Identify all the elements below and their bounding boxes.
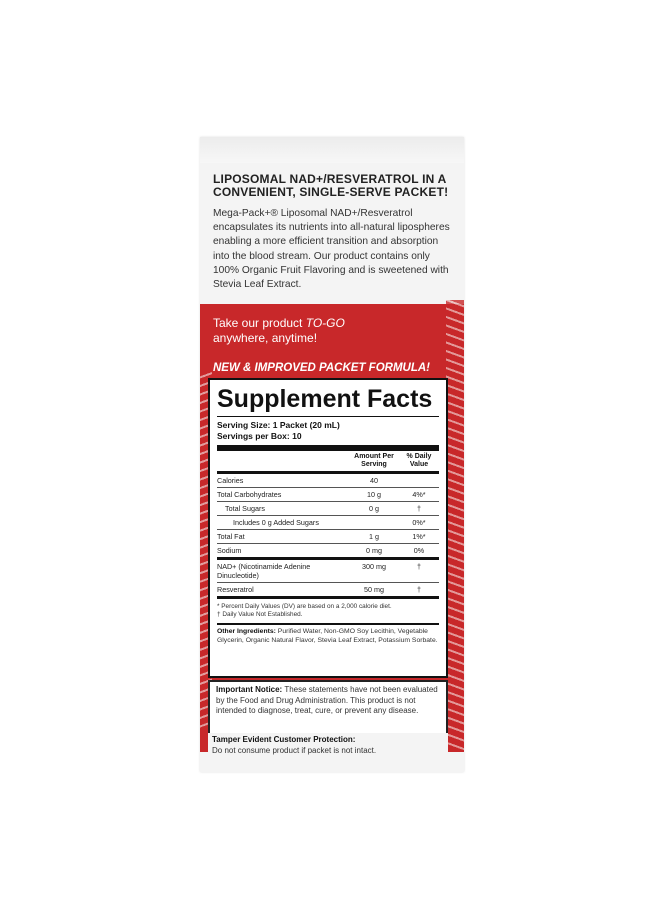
nutrient-amount: 10 g [367,490,381,499]
nutrient-dv: 0%* [412,518,426,527]
nutrient-amount: 0 g [369,504,379,513]
footnote-dagger: † Daily Value Not Established. [217,611,303,618]
togo-message [213,316,453,346]
facts-footnotes [217,599,439,625]
tamper-section [208,733,448,755]
togo-suffix: anywhere, anytime! [213,331,318,345]
facts-row [217,502,439,516]
nutrient-amount: 300 mg [362,562,386,571]
nutrient-name: NAD+ (Nicotinamide Adenine Dinucleotide) [217,562,311,580]
nutrient-name: Sodium [217,546,242,555]
nutrient-dv: 1%* [412,532,426,541]
nutrient-amount [349,518,399,527]
nutrient-dv: † [417,585,421,594]
new-formula-banner: NEW & IMPROVED PACKET FORMULA! [213,362,431,374]
footnote-dv: * Percent Daily Values (DV) are based on a 2,000 calorie diet. [217,603,392,610]
notice-text: These statements have not been evaluated by the Food and Drug Administration. This product is not intended to diagnose, treat, cure, or prevent any disease. [216,685,438,715]
other-ingredients-text: Purified Water, Non-GMO Soy Lecithin, Vegetable Glycerin, Organic Natural Flavor, Stevia Leaf Extract, Potassium Sorbate. [217,628,438,644]
nutrient-name: Total Carbohydrates [217,490,282,499]
facts-row [217,544,439,560]
nutrient-dv: 4%* [412,490,426,499]
nutrient-amount: 40 [370,476,378,485]
col-daily-value: % Daily Value [406,453,432,468]
nutrient-name: Calories [217,476,244,485]
servings-per-box: Servings per Box: 10 [217,431,302,441]
nutrient-name: Includes 0 g Added Sugars [233,518,319,527]
nutrient-amount: 1 g [369,532,379,541]
nutrient-amount: 50 mg [364,585,384,594]
nutrient-amount: 0 mg [366,546,382,555]
important-notice [210,682,446,720]
facts-row [217,474,439,488]
facts-row [217,516,439,530]
nutrient-name: Total Fat [217,532,245,541]
facts-row [217,488,439,502]
box-top-flap [200,137,464,163]
other-ingredients-label: Other Ingredients: [217,628,276,635]
togo-emphasis: TO-GO [305,316,345,330]
other-ingredients [217,625,439,645]
supplement-facts-panel [208,378,448,678]
notice-label: Important Notice: [216,685,283,694]
facts-row [217,560,439,583]
serving-size: Serving Size: 1 Packet (20 mL) [217,420,340,430]
facts-row [217,530,439,544]
facts-row [217,583,439,599]
nutrient-dv: † [417,504,421,513]
togo-prefix: Take our product [213,316,306,330]
nutrient-dv: † [417,562,421,571]
supplement-facts-title: Supplement Facts [217,384,439,417]
col-amount-per-serving: Amount Per Serving [354,453,394,468]
tamper-title: Tamper Evident Customer Protection: [212,735,356,744]
tamper-text: Do not consume product if packet is not intact. [212,746,377,755]
facts-column-headers [217,451,439,471]
nutrient-dv: 0% [413,546,425,555]
nutrient-name: Resveratrol [217,585,254,594]
package-intro: Mega-Pack+® Liposomal NAD+/Resveratrol encapsulates its nutrients into all-natural lipospheres enabling a more efficient transition and absorption into the blood stream. Our product contains only 100% Organic Fruit Flavoring and is sweetened with Stevia Leaf Extract. [213,208,450,291]
package-headline: LIPOSOMAL NAD+/RESVERATROL IN A CONVENIENT, SINGLE-SERVE PACKET! [213,172,449,199]
nutrient-name: Total Sugars [225,504,265,513]
nutrient-dv [399,476,439,485]
